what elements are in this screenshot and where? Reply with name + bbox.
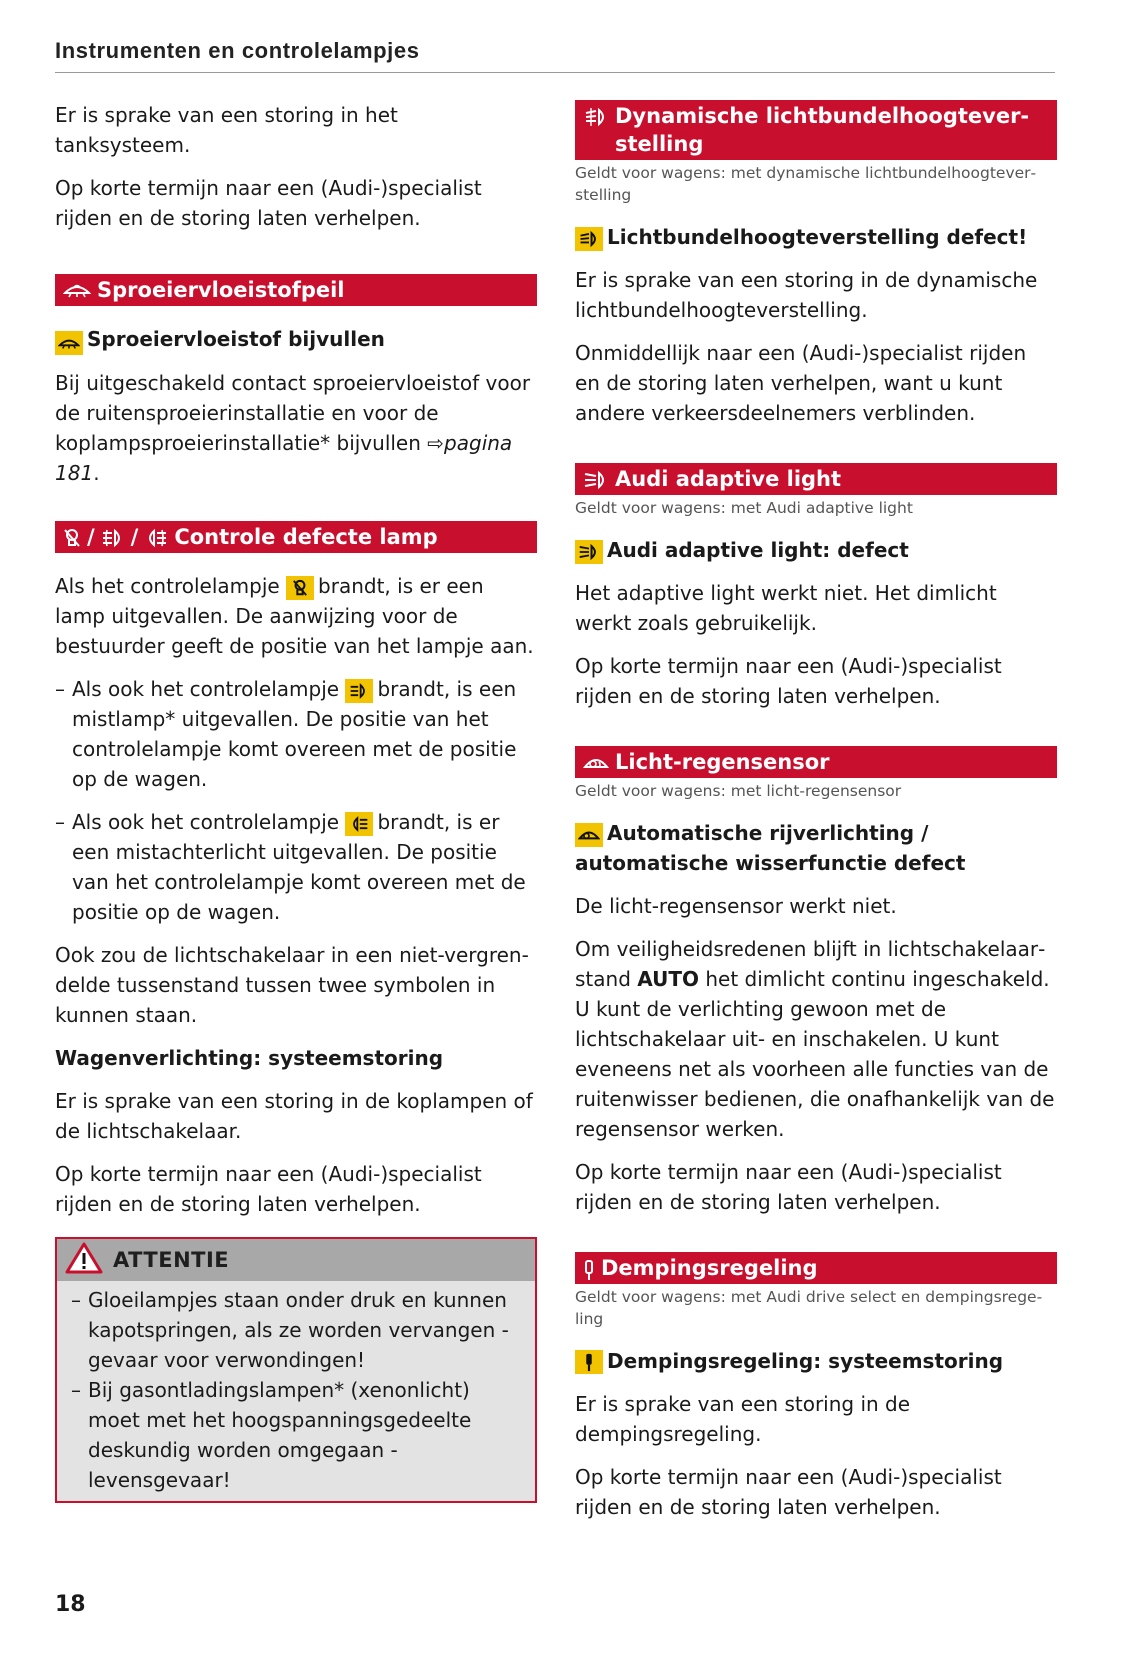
light-rain-sensor-warning-icon [575,823,603,847]
front-fog-lamp-icon [101,528,125,548]
bulb-failure-icon [286,576,314,600]
section-bar-damping-control [575,1252,1057,1284]
rear-fog-lamp-icon [144,528,168,548]
paragraph: Bij uitgeschakeld contact sproeiervloeistof voor de ruitensproeierinstallatie en voor de koplampsproeierinstallatie* bijvullen ⇨pagina 181. [55,371,531,485]
page-reference-link[interactable]: pagina 181 [55,431,513,485]
section-title: Dynamische lichtbundelhoogteverstelling [615,104,1030,156]
light-rain-sensor-icon [583,753,609,773]
paragraph: Er is sprake van een storing in de dempingsregeling. [575,1392,911,1446]
section-title: Dempingsregeling [601,1256,818,1280]
section-title: Controle defecte lamp [174,525,438,549]
subheading: Lichtbundelhoogteverstelling defect! [575,222,1057,252]
paragraph: Er is sprake van een storing in het tanksysteem. [55,103,398,157]
left-column [55,100,537,1503]
applicability-note: Geldt voor wagens: met dynamische lichtbundelhoogteverstelling [575,164,1037,204]
bulb-failure-icon [63,528,81,548]
subheading: Automatische rijverlichting / automatische wisserfunctie defect [575,821,966,875]
warning-item: – Bij gasontladingslampen* (xenonlicht) moet met het hoogspanningsgedeelte deskundig worden omgegaan - levensgevaar! [71,1375,527,1495]
warning-box [55,1237,537,1503]
section-bar-washer-fluid [55,274,537,306]
running-header [55,38,1055,73]
paragraph: Op korte termijn naar een (Audi-)specialist rijden en de storing laten verhelpen. [55,1162,482,1216]
subheading: Audi adaptive light: defect [575,535,1057,565]
subheading: Sproeiervloeistof bijvullen [55,324,537,355]
warning-item: – Gloeilampjes staan onder druk en kunnen kapotspringen, als ze worden vervangen - gevaar voor verwondingen! [71,1285,527,1375]
subheading: Dempingsregeling: systeemstoring [575,1346,1057,1376]
warning-body [57,1281,535,1501]
headlight-range-warning-icon [575,227,603,251]
paragraph: Ook zou de lichtschakelaar in een niet-vergrendelde tussenstand tussen twee symbolen in kunnen staan. [55,943,529,1027]
paragraph: Het adaptive light werkt niet. Het dimlicht werkt zoals gebruikelijk. [575,581,997,635]
paragraph: Er is sprake van een storing in de koplampen of de lichtschakelaar. [55,1089,533,1143]
washer-fluid-icon [63,281,91,299]
damping-icon [583,1259,595,1281]
adaptive-light-warning-icon [575,540,603,564]
paragraph: Op korte termijn naar een (Audi-)specialist rijden en de storing laten verhelpen. [575,1465,1002,1519]
warning-title: ATTENTIE [113,1248,230,1272]
washer-fluid-warning-icon [55,331,83,355]
paragraph: Op korte termijn naar een (Audi-)specialist rijden en de storing laten verhelpen. [575,654,1002,708]
list-item: – Als ook het controlelampje brandt, is er een mistachterlicht uitgevallen. De positie van het controlelampje komt overeen met de positie op de wagen. [55,807,537,927]
paragraph: Onmiddellijk naar een (Audi-)specialist rijden en de storing laten verhelpen, want u kunt andere verkeersdeelnemers verblinden. [575,341,1027,425]
page-number: 18 [55,1592,86,1617]
section-bar-adaptive-light [575,463,1057,495]
front-fog-lamp-icon [345,679,373,703]
paragraph: Om veiligheidsredenen blijft in lichtschakelaarstand AUTO het dimlicht continu ingeschakeld. U kunt de verlichting gewoon met de lichtschakelaar uit- en inschakelen. U kunt eveneens net als voorheen alle functies van de ruitenwisser bedienen, die onafhankelijk van de regensensor werken. [575,937,1055,1141]
rear-fog-lamp-icon [345,812,373,836]
paragraph: Er is sprake van een storing in de dynamische lichtbundelhoogteverstelling. [575,268,1038,322]
warning-triangle-icon [65,1242,103,1278]
section-title: Sproeiervloeistofpeil [97,278,345,302]
section-bar-defect-lamp: / / Controle defecte lamp [55,521,537,553]
headlight-range-icon [583,107,609,127]
applicability-note: Geldt voor wagens: met Audi drive select en dempingsregeling [575,1288,1043,1328]
applicability-note: Geldt voor wagens: met Audi adaptive light [575,499,913,517]
subheading: Wagenverlichting: systeemstoring [55,1046,444,1070]
section-title: Audi adaptive light [615,467,842,491]
right-column [575,100,1057,1535]
applicability-note: Geldt voor wagens: met licht-regensensor [575,782,902,800]
chapter-title: Instrumenten en controlelampjes [55,38,420,63]
list-item: – Als ook het controlelampje brandt, is een mistlamp* uitgevallen. De positie van het controlelampje komt overeen met de positie op de wagen. [55,674,537,794]
paragraph: De licht-regensensor werkt niet. [575,894,897,918]
warning-header [57,1239,535,1281]
section-bar-light-rain-sensor [575,746,1057,778]
section-title: Licht-regensensor [615,750,830,774]
paragraph: Op korte termijn naar een (Audi-)specialist rijden en de storing laten verhelpen. [55,176,482,230]
damping-warning-icon [575,1350,603,1374]
paragraph: Als het controlelampje brandt, is er een lamp uitgevallen. De aanwijzing voor de bestuurder geeft de positie van het lampje aan. [55,574,534,658]
paragraph: Op korte termijn naar een (Audi-)specialist rijden en de storing laten verhelpen. [575,1160,1002,1214]
adaptive-light-icon [583,470,609,490]
page-reference-arrow: ⇨ [427,431,445,455]
section-bar-headlight-range [575,100,1057,160]
